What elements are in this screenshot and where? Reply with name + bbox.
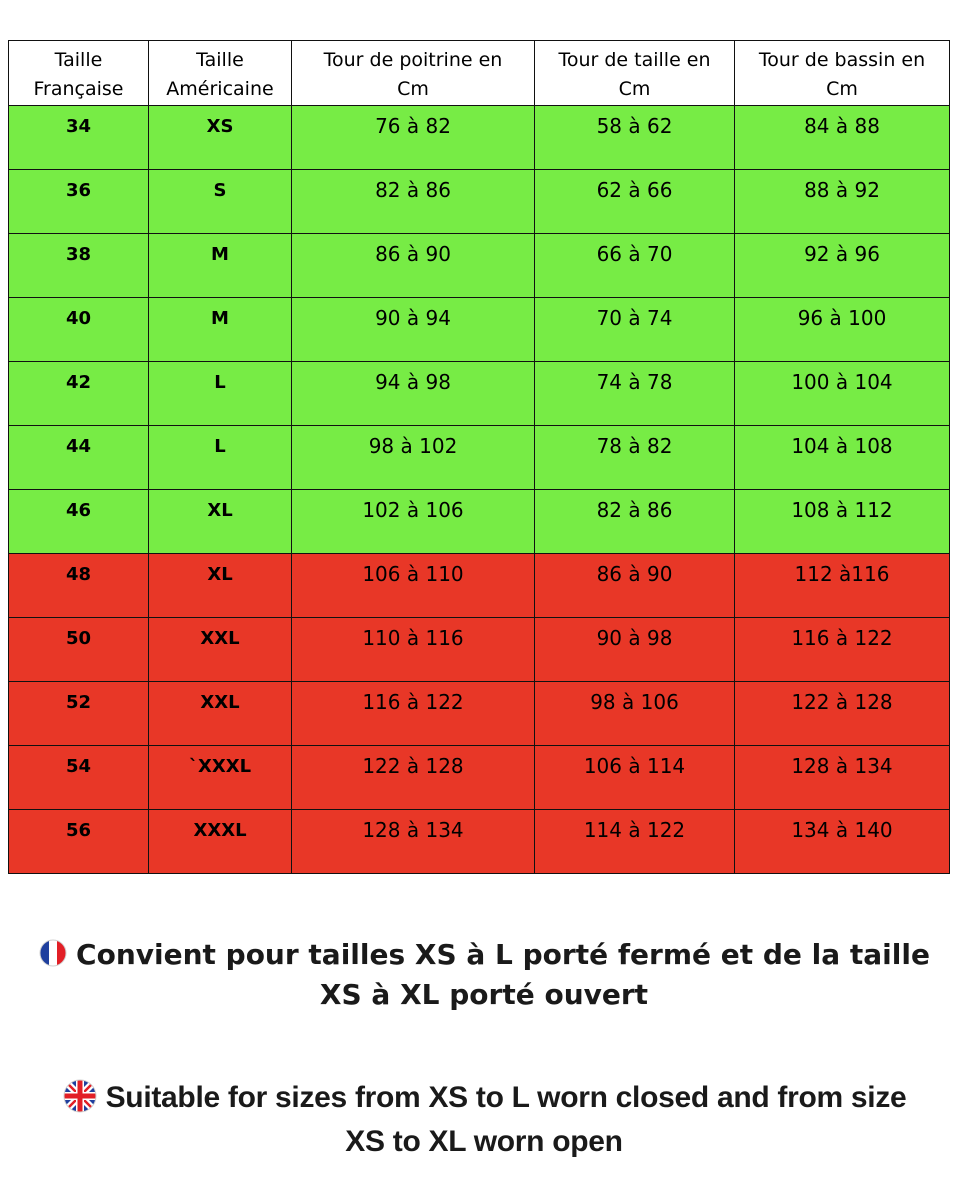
hip-cell: 92 à 96 bbox=[735, 234, 950, 298]
chest-cell: 94 à 98 bbox=[292, 362, 535, 426]
french-size-cell: 38 bbox=[9, 234, 149, 298]
header-american-size: Taille Américaine bbox=[149, 41, 292, 106]
english-note-line-2: XS to XL worn open bbox=[345, 1125, 623, 1158]
hip-cell: 134 à 140 bbox=[735, 810, 950, 874]
french-size-cell: 34 bbox=[9, 106, 149, 170]
english-note-line-1 bbox=[0, 1076, 968, 1120]
french-note-text-1: Convient pour tailles XS à L porté fermé et de la taille bbox=[76, 938, 930, 971]
table-body bbox=[9, 106, 950, 874]
header-hip: Tour de bassin en Cm bbox=[735, 41, 950, 106]
english-note-text-1: Suitable for sizes from XS to L worn closed and from size bbox=[105, 1081, 907, 1114]
waist-cell: 98 à 106 bbox=[535, 682, 735, 746]
american-size-cell: L bbox=[149, 426, 292, 490]
american-size-cell: XL bbox=[149, 554, 292, 618]
hip-cell: 96 à 100 bbox=[735, 298, 950, 362]
waist-cell: 70 à 74 bbox=[535, 298, 735, 362]
chest-cell: 122 à 128 bbox=[292, 746, 535, 810]
american-size-cell: XS bbox=[149, 106, 292, 170]
chest-cell: 82 à 86 bbox=[292, 170, 535, 234]
header-french-size: Taille Française bbox=[9, 41, 149, 106]
english-note bbox=[0, 1076, 968, 1164]
french-size-cell: 44 bbox=[9, 426, 149, 490]
hip-cell: 128 à 134 bbox=[735, 746, 950, 810]
hip-cell: 84 à 88 bbox=[735, 106, 950, 170]
table-row bbox=[9, 106, 950, 170]
french-note bbox=[0, 935, 968, 1015]
table-row bbox=[9, 810, 950, 874]
waist-cell: 58 à 62 bbox=[535, 106, 735, 170]
hip-cell: 122 à 128 bbox=[735, 682, 950, 746]
american-size-cell: XL bbox=[149, 490, 292, 554]
hip-cell: 112 à116 bbox=[735, 554, 950, 618]
american-size-cell: M bbox=[149, 298, 292, 362]
french-size-cell: 46 bbox=[9, 490, 149, 554]
french-note-line-2: XS à XL porté ouvert bbox=[319, 978, 649, 1011]
waist-cell: 82 à 86 bbox=[535, 490, 735, 554]
french-size-cell: 56 bbox=[9, 810, 149, 874]
hip-cell: 116 à 122 bbox=[735, 618, 950, 682]
table-row bbox=[9, 554, 950, 618]
french-size-cell: 42 bbox=[9, 362, 149, 426]
header-row bbox=[9, 41, 950, 106]
chest-cell: 106 à 110 bbox=[292, 554, 535, 618]
chest-cell: 76 à 82 bbox=[292, 106, 535, 170]
size-chart-table bbox=[8, 40, 950, 874]
waist-cell: 66 à 70 bbox=[535, 234, 735, 298]
french-size-cell: 54 bbox=[9, 746, 149, 810]
hip-cell: 88 à 92 bbox=[735, 170, 950, 234]
american-size-cell: XXXL bbox=[149, 810, 292, 874]
hip-cell: 108 à 112 bbox=[735, 490, 950, 554]
american-size-cell: XXL bbox=[149, 682, 292, 746]
uk-flag-icon bbox=[62, 1078, 98, 1114]
french-size-cell: 40 bbox=[9, 298, 149, 362]
waist-cell: 86 à 90 bbox=[535, 554, 735, 618]
waist-cell: 114 à 122 bbox=[535, 810, 735, 874]
table-row bbox=[9, 234, 950, 298]
french-size-cell: 50 bbox=[9, 618, 149, 682]
american-size-cell: M bbox=[149, 234, 292, 298]
chest-cell: 102 à 106 bbox=[292, 490, 535, 554]
american-size-cell: `XXXL bbox=[149, 746, 292, 810]
table-row bbox=[9, 298, 950, 362]
header-chest: Tour de poitrine en Cm bbox=[292, 41, 535, 106]
table-row bbox=[9, 746, 950, 810]
waist-cell: 62 à 66 bbox=[535, 170, 735, 234]
hip-cell: 104 à 108 bbox=[735, 426, 950, 490]
table-row bbox=[9, 682, 950, 746]
table-row bbox=[9, 362, 950, 426]
table-row bbox=[9, 426, 950, 490]
french-flag-icon bbox=[38, 938, 68, 968]
waist-cell: 106 à 114 bbox=[535, 746, 735, 810]
chest-cell: 86 à 90 bbox=[292, 234, 535, 298]
table-row bbox=[9, 618, 950, 682]
french-size-cell: 52 bbox=[9, 682, 149, 746]
chest-cell: 128 à 134 bbox=[292, 810, 535, 874]
waist-cell: 74 à 78 bbox=[535, 362, 735, 426]
waist-cell: 78 à 82 bbox=[535, 426, 735, 490]
chest-cell: 110 à 116 bbox=[292, 618, 535, 682]
header-waist: Tour de taille en Cm bbox=[535, 41, 735, 106]
table-row bbox=[9, 170, 950, 234]
chest-cell: 98 à 102 bbox=[292, 426, 535, 490]
chest-cell: 90 à 94 bbox=[292, 298, 535, 362]
american-size-cell: L bbox=[149, 362, 292, 426]
french-size-cell: 36 bbox=[9, 170, 149, 234]
american-size-cell: XXL bbox=[149, 618, 292, 682]
french-size-cell: 48 bbox=[9, 554, 149, 618]
chest-cell: 116 à 122 bbox=[292, 682, 535, 746]
hip-cell: 100 à 104 bbox=[735, 362, 950, 426]
american-size-cell: S bbox=[149, 170, 292, 234]
french-note-line-1 bbox=[0, 935, 968, 975]
waist-cell: 90 à 98 bbox=[535, 618, 735, 682]
table-row bbox=[9, 490, 950, 554]
